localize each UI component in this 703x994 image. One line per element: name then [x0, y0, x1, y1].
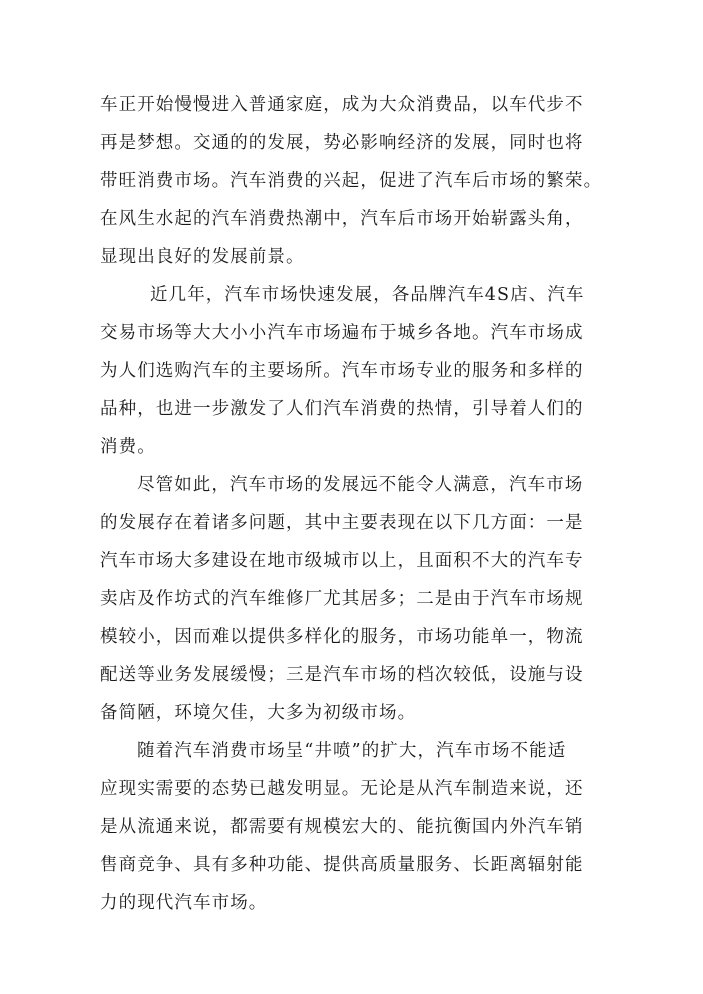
paragraph-2-line-5: 消费。 [100, 437, 156, 457]
paragraph-3-line-1: 尽管如此，汽车市场的发展远不能令人满意，汽车市场 [137, 475, 584, 495]
paragraph-2-line-2: 交易市场等大大小小汽车市场遍布于城乡各地。汽车市场成 [100, 323, 584, 343]
paragraph-4-line-4: 售商竞争、具有多种功能、提供高质量服务、长距离辐射能 [100, 855, 584, 875]
paragraph-1-line-4: 在风生水起的汽车消费热潮中，汽车后市场开始崭露头角， [100, 209, 584, 229]
paragraph-1-line-3: 带旺消费市场。汽车消费的兴起，促进了汽车后市场的繁荣。 [100, 171, 603, 191]
paragraph-4-line-2: 应现实需要的态势已越发明显。无论是从汽车制造来说，还 [100, 779, 584, 799]
paragraph-2-line-1: 近几年，汽车市场快速发展，各品牌汽车4S店、汽车 [150, 285, 585, 305]
paragraph-3-line-2: 的发展存在着诸多问题，其中主要表现在以下几方面：一是 [100, 513, 584, 533]
paragraph-1-line-2: 再是梦想。交通的的发展，势必影响经济的发展，同时也将 [100, 133, 584, 153]
paragraph-2-line-4: 品种，也进一步激发了人们汽车消费的热情，引导着人们的 [100, 399, 584, 419]
paragraph-3-line-7: 备简陋，环境欠佳，大多为初级市场。 [100, 703, 417, 723]
paragraph-3-line-4: 卖店及作坊式的汽车维修厂尤其居多；二是由于汽车市场规 [100, 589, 584, 609]
paragraph-3-line-6: 配送等业务发展缓慢；三是汽车市场的档次较低，设施与设 [100, 665, 584, 685]
paragraph-4-line-3: 是从流通来说，都需要有规模宏大的、能抗衡国内外汽车销 [100, 817, 584, 837]
paragraph-3-line-5: 模较小，因而难以提供多样化的服务，市场功能单一，物流 [100, 627, 584, 647]
paragraph-4-line-1: 随着汽车消费市场呈“井喷”的扩大，汽车市场不能适 [137, 741, 567, 761]
paragraph-1-line-5: 显现出良好的发展前景。 [100, 247, 305, 267]
paragraph-2-line-3: 为人们选购汽车的主要场所。汽车市场专业的服务和多样的 [100, 361, 584, 381]
paragraph-4-line-5: 力的现代汽车市场。 [100, 893, 268, 913]
paragraph-1-line-1: 车正开始慢慢进入普通家庭，成为大众消费品，以车代步不 [100, 95, 584, 115]
paragraph-3-line-3: 汽车市场大多建设在地市级城市以上，且面积不大的汽车专 [100, 551, 584, 571]
